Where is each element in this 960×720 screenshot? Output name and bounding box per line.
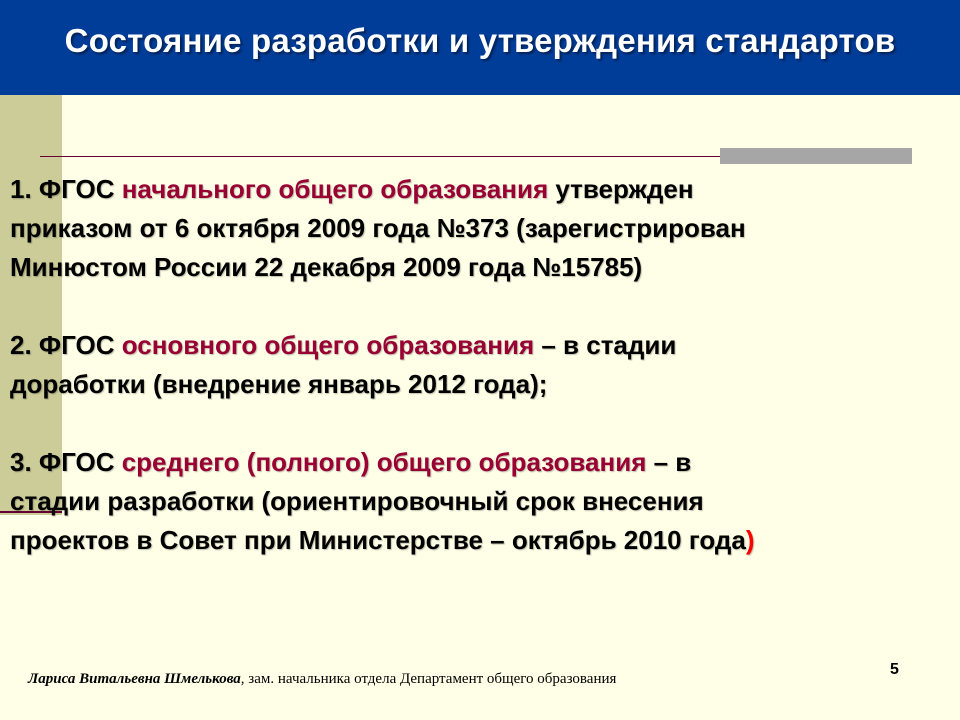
standard-item-3 — [10, 443, 940, 560]
closing-parenthesis: ) — [745, 525, 755, 555]
text-segment: проектов в Совет при Министерстве – октябрь 2010 года — [10, 525, 746, 555]
slide-title: Состояние разработки и утверждения стандартов — [64, 22, 896, 59]
text-line — [10, 365, 940, 404]
text-segment: утвержден — [548, 174, 694, 204]
text-segment: доработки (внедрение январь 2012 года); — [10, 369, 548, 399]
text-line — [10, 482, 940, 521]
education-level-highlight: среднего (полного) общего образования — [121, 447, 647, 477]
education-level-highlight: основного общего образования — [121, 330, 535, 360]
text-segment: 2. ФГОС — [10, 330, 122, 360]
education-level-highlight: начального общего образования — [121, 174, 549, 204]
text-line — [10, 326, 940, 365]
slide-header — [0, 0, 960, 95]
text-line — [10, 248, 940, 287]
page-number: 5 — [890, 661, 899, 678]
author-role: , зам. начальника отдела Департамент общего образования — [240, 671, 617, 687]
text-line — [10, 170, 940, 209]
text-line — [10, 443, 940, 482]
text-segment: Минюстом России 22 декабря 2009 года №15785) — [10, 252, 643, 282]
standard-item-1 — [10, 170, 940, 287]
author-name: Лариса Витальевна Шмелькова — [28, 671, 241, 687]
slide-body — [10, 170, 940, 560]
decorative-rule-block — [720, 148, 912, 164]
text-line — [10, 521, 940, 560]
slide-footer — [28, 671, 888, 688]
text-segment: 1. ФГОС — [10, 174, 122, 204]
text-segment: стадии разработки (ориентировочный срок внесения — [10, 486, 704, 516]
text-segment: – в стадии — [534, 330, 677, 360]
standard-item-2 — [10, 326, 940, 404]
text-segment: – в — [646, 447, 692, 477]
text-segment: приказом от 6 октября 2009 года №373 (зарегистрирован — [10, 213, 746, 243]
text-line — [10, 209, 940, 248]
text-segment: 3. ФГОС — [10, 447, 122, 477]
